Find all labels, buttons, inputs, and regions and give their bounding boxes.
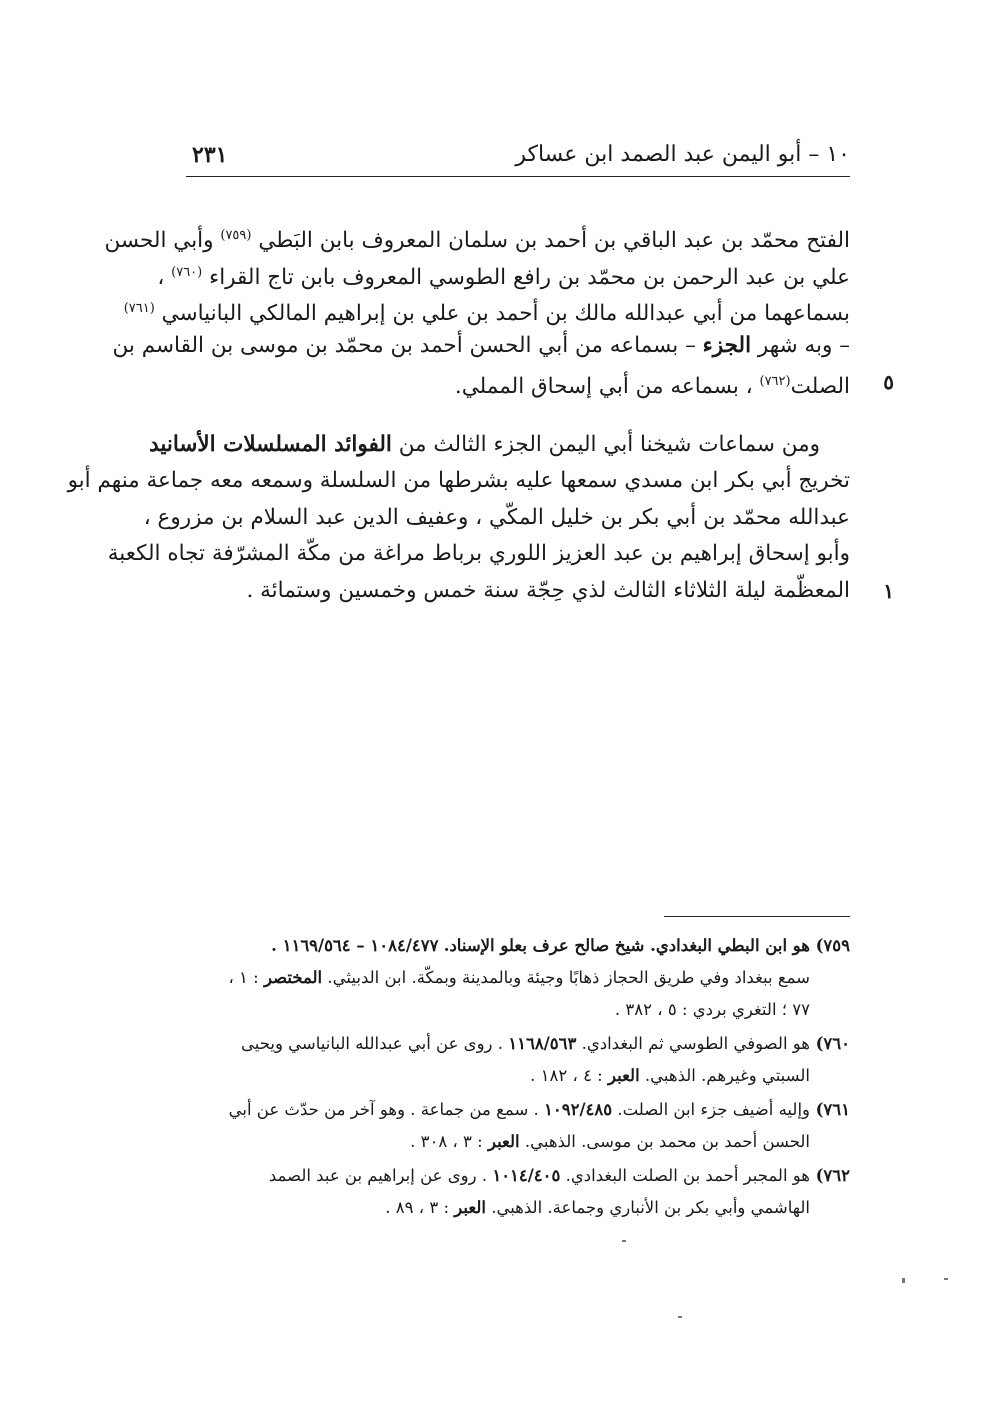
footnotes bbox=[186, 930, 850, 1226]
footnote-line: سمع ببغداد وفي طريق الحجاز ذهابًا وجيئة وبالمدينة وبمكّة. ابن الدبيثي. المختصر : ١ ، bbox=[228, 968, 810, 987]
footnote-ref: (٧٦٠) bbox=[171, 264, 203, 280]
footnote bbox=[186, 930, 850, 1026]
footnote-ref: (٧٥٩) bbox=[220, 228, 252, 243]
scan-speck bbox=[902, 1278, 905, 1283]
footnote-number: ٧٦١) bbox=[815, 1100, 850, 1119]
footnote-number: ٧٦٠) bbox=[815, 1034, 850, 1053]
text-line: تخريج أبي بكر ابن مسدي سمعها عليه بشرطها من السلسلة وسمعه معه جماعة منهم أبو bbox=[67, 468, 850, 493]
page-number: ٢٣١ bbox=[192, 142, 228, 168]
chapter-title: ١٠ – أبو اليمن عبد الصمد ابن عساكر bbox=[515, 142, 850, 167]
text-line: المعظّمة ليلة الثلاثاء الثالث لذي حِجّة سنة خمس وخمسين وستمائة . ١ bbox=[186, 573, 850, 610]
text-line: الصلت$^{(٧٦٢)}$ ، بسماعه من أبي إسحاق المملي. ٥ bbox=[186, 364, 850, 401]
running-header bbox=[186, 138, 850, 177]
footnote-ref: (٧٦٢) bbox=[759, 374, 791, 389]
scan-speck bbox=[622, 1240, 626, 1242]
scan-speck bbox=[678, 1316, 682, 1318]
footnote-ref: (٧٦١) bbox=[123, 301, 155, 316]
footnote-line: هو المجبر أحمد بن الصلت البغدادي. ١٠١٤/٤٠٥ . روى عن إبراهيم بن عبد الصمد bbox=[268, 1166, 810, 1185]
footnote-line: هو الصوفي الطوسي ثم البغدادي. ١١٦٨/٥٦٣ . روى عن أبي عبدالله البانياسي ويحيى bbox=[240, 1034, 810, 1053]
footnote bbox=[186, 1028, 850, 1092]
footnote-line: الهاشمي وأبي بكر بن الأنباري وجماعة. الذهبي. العبر : ٣ ، ٨٩ . bbox=[385, 1198, 810, 1217]
bold-term: الجزء bbox=[702, 332, 752, 358]
footnote-line: الحسن أحمد بن محمد بن موسى. الذهبي. العبر : ٣ ، ٣٠٨ . bbox=[410, 1132, 810, 1151]
text-line: الفتح محمّد بن عبد الباقي بن أحمد بن سلمان المعروف بابن البَطي $^{(٧٥٩)}$ وأبي الحسن bbox=[104, 228, 850, 253]
footnote bbox=[186, 1094, 850, 1158]
footnote-line: هو ابن البطي البغدادي. شيخ صالح عرف بعلو الإسناد. ١٠٨٤/٤٧٧ – ١١٦٩/٥٦٤ . bbox=[271, 936, 810, 955]
main-text bbox=[67, 218, 894, 609]
footnote-line: السبتي وغيرهم. الذهبي. العبر : ٤ ، ١٨٢ . bbox=[530, 1066, 810, 1085]
line-number-marker: ٥ bbox=[883, 370, 894, 394]
footnote-separator bbox=[664, 916, 850, 917]
text-line: – وبه شهر الجزء – بسماعه من أبي الحسن أحمد بن محمّد بن موسى بن القاسم بن bbox=[112, 332, 850, 358]
text-line: علي بن عبد الرحمن بن محمّد بن رافع الطوسي المعروف بابن تاج القراء $^{(٧٦٠)}$ ، bbox=[157, 264, 850, 290]
bold-title: الفوائد المسلسلات الأسانيد bbox=[149, 431, 392, 457]
line-number-marker: ١ bbox=[883, 578, 894, 603]
footnote-number: ٧٥٩) bbox=[815, 936, 850, 955]
text-line: ومن سماعات شيخنا أبي اليمن الجزء الثالث من الفوائد المسلسلات الأسانيد bbox=[149, 431, 820, 457]
footnote bbox=[186, 1160, 850, 1224]
scan-speck bbox=[944, 1278, 948, 1280]
text-line: بسماعهما من أبي عبدالله مالك بن أحمد بن علي بن إبراهيم المالكي البانياسي $^{(٧٦١)}$ bbox=[123, 301, 850, 326]
text-line: عبدالله محمّد بن أبي بكر بن خليل المكّي ، وعفيف الدين عبد السلام بن مزروع ، bbox=[143, 504, 850, 530]
footnote-line: وإليه أضيف جزء ابن الصلت. ١٠٩٢/٤٨٥ . سمع من جماعة . وهو آخر من حدّث عن أبي bbox=[228, 1100, 810, 1119]
text-line: وأبو إسحاق إبراهيم بن عبد العزيز اللوري برباط مراغة من مكّة المشرّفة تجاه الكعبة bbox=[107, 541, 850, 566]
footnote-number: ٧٦٢) bbox=[815, 1166, 850, 1185]
footnote-line: ٧٧ ؛ التغري بردي : ٥ ، ٣٨٢ . bbox=[614, 1000, 810, 1019]
